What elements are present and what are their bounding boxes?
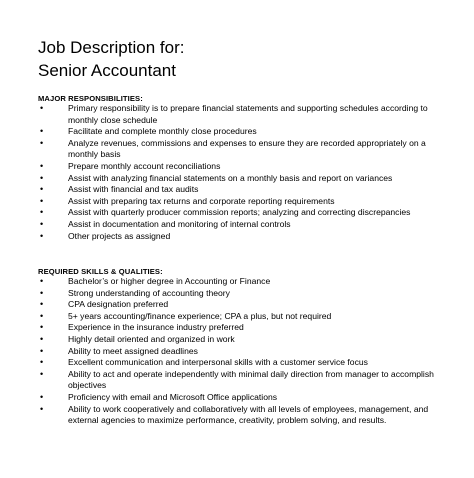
list-item-text: Analyze revenues, commissions and expenses to ensure they are recorded appropriately on a monthly basis — [68, 137, 426, 160]
list-item-text: Assist with quarterly producer commission reports; analyzing and correcting discrepancies — [68, 207, 411, 218]
list-item-text: Ability to meet assigned deadlines — [68, 345, 198, 356]
list-item — [38, 299, 438, 311]
responsibilities-list — [38, 103, 438, 242]
list-item-text: Excellent communication and interpersonal skills with a customer service focus — [68, 357, 368, 368]
list-item-text: Prepare monthly account reconciliations — [68, 160, 221, 171]
list-item-text: Assist in documentation and monitoring of internal controls — [68, 218, 291, 229]
bullet-icon: • — [40, 287, 44, 298]
bullet-icon: • — [40, 218, 44, 229]
list-item — [38, 138, 438, 161]
bullet-icon: • — [40, 368, 44, 379]
bullet-icon: • — [40, 345, 44, 356]
bullet-icon: • — [40, 333, 44, 344]
list-item-text: Strong understanding of accounting theory — [68, 287, 230, 298]
skills-list — [38, 276, 438, 427]
list-item — [38, 369, 438, 392]
list-item — [38, 404, 438, 427]
list-item-text: 5+ years accounting/finance experience; CPA a plus, but not required — [68, 310, 332, 321]
list-item-text: Highly detail oriented and organized in work — [68, 333, 235, 344]
list-item-text: Experience in the insurance industry preferred — [68, 322, 244, 333]
list-item — [38, 219, 438, 231]
list-item — [38, 231, 438, 243]
bullet-icon: • — [40, 103, 44, 113]
list-item — [38, 196, 438, 208]
bullet-icon: • — [40, 299, 44, 310]
list-item — [38, 161, 438, 173]
list-item-text: Facilitate and complete monthly close procedures — [68, 126, 257, 137]
list-item — [38, 126, 438, 138]
list-item-text: Assist with preparing tax returns and corporate reporting requirements — [68, 195, 335, 206]
list-item-text: Bachelor’s or higher degree in Accounting or Finance — [68, 276, 271, 286]
list-item — [38, 276, 438, 288]
list-item — [38, 392, 438, 404]
list-item — [38, 334, 438, 346]
list-item-text: Ability to work cooperatively and collaboratively with all levels of employees, management, and external agencies to maximize performance, creativity, problem solving, and results. — [68, 403, 429, 426]
list-item — [38, 173, 438, 185]
bullet-icon: • — [40, 357, 44, 368]
list-item-text: Proficiency with email and Microsoft Office applications — [68, 391, 278, 402]
bullet-icon: • — [40, 276, 44, 286]
list-item — [38, 357, 438, 369]
list-item-text: Ability to act and operate independently with minimal daily direction from manager to accomplish objectives — [68, 368, 434, 391]
list-item-text: Assist with financial and tax audits — [68, 184, 199, 195]
list-item — [38, 207, 438, 219]
bullet-icon: • — [40, 322, 44, 333]
bullet-icon: • — [40, 310, 44, 321]
list-item — [38, 322, 438, 334]
bullet-icon: • — [40, 172, 44, 183]
list-item — [38, 346, 438, 358]
bullet-icon: • — [40, 126, 44, 137]
bullet-icon: • — [40, 137, 44, 148]
bullet-icon: • — [40, 391, 44, 402]
list-item-text: Primary responsibility is to prepare financial statements and supporting schedules according to monthly close schedule — [68, 103, 428, 125]
list-item — [38, 288, 438, 300]
bullet-icon: • — [40, 195, 44, 206]
bullet-icon: • — [40, 230, 44, 241]
list-item-text: Assist with analyzing financial statements on a monthly basis and report on variances — [68, 172, 393, 183]
list-item — [38, 184, 438, 196]
bullet-icon: • — [40, 403, 44, 414]
list-item-text: Other projects as assigned — [68, 230, 171, 241]
list-item — [38, 103, 438, 126]
list-item — [38, 311, 438, 323]
document-title-line-1: Job Description for: — [38, 38, 185, 57]
skills-heading: REQUIRED SKILLS & QUALITIES: — [38, 267, 163, 276]
bullet-icon: • — [40, 184, 44, 195]
list-item-text: CPA designation preferred — [68, 299, 169, 310]
responsibilities-heading: MAJOR RESPONSIBILITIES: — [38, 94, 143, 103]
document-title-line-2: Senior Accountant — [38, 61, 176, 80]
bullet-icon: • — [40, 160, 44, 171]
bullet-icon: • — [40, 207, 44, 218]
